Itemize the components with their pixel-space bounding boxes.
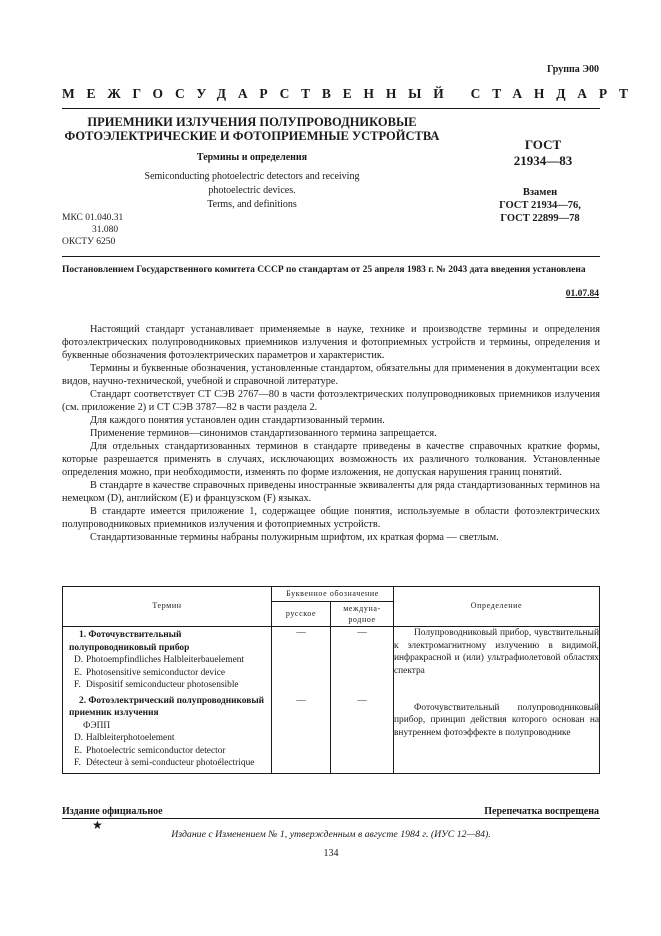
document-subtitle: Термины и определения	[196, 152, 308, 163]
paragraph: Настоящий стандарт устанавливает применяемые в науке, технике и производстве термины и определения фотоэлектрических полупроводниковых приемников излучения и фотоприемных устройств и термины, определения и буквенные обозначения фотоэлектрических параметров и характеристик.	[62, 324, 600, 361]
term-cell	[63, 692, 272, 774]
equivalent-text: Photosensitive semiconductor device	[86, 667, 226, 678]
terms-table	[62, 586, 600, 774]
document-title	[62, 115, 442, 143]
equivalent-e	[63, 667, 271, 680]
okstu-code: ОКСТУ 6250	[62, 237, 116, 247]
english-title-line: Terms, and definitions	[207, 199, 297, 210]
header-definition: Определение	[394, 587, 600, 627]
english-title-line: Semiconducting photoelectric detectors and receiving	[144, 171, 360, 182]
paragraph: Стандарт соответствует СТ СЭВ 2767—80 в части фотоэлектрических полупроводниковых приемников излучения (см. приложение 2) и СТ СЭВ 3787—82 в части раздела 2.	[62, 389, 600, 413]
russian-symbol: —	[272, 627, 331, 692]
replaced-standard: ГОСТ 21934—76,	[499, 200, 581, 211]
equivalent-text: Halbleiterphotoelement	[86, 733, 175, 743]
equivalent-f	[63, 679, 271, 692]
lang-label: D.	[74, 655, 84, 665]
paragraph: Для каждого понятия установлен один стандартизованный термин.	[90, 415, 385, 426]
definition: Фоточувствительный полупроводниковый прибор, принцип действия которого основан на внутреннем фотоэффекте в полупроводнике	[394, 692, 600, 774]
header-international: междуна-родное	[331, 602, 394, 627]
gost-number	[488, 137, 598, 169]
lang-label: F.	[74, 758, 81, 768]
short-form: ФЭПП	[83, 720, 111, 731]
term-cell	[63, 627, 272, 692]
paragraph: В стандарте имеется приложение 1, содержащее общие понятия, используемые в области фотоэлектрических полупроводниковых приемников излучения и фотоприемных устройств.	[62, 506, 600, 530]
body-text	[62, 323, 600, 544]
header-term: Термин	[63, 587, 272, 627]
english-title	[62, 170, 442, 212]
classification-codes	[62, 212, 123, 248]
paragraph: Стандартизованные термины набраны полужирным шрифтом, их краткая форма — светлым.	[90, 532, 499, 543]
footer-divider	[62, 818, 600, 819]
replaced-standard: ГОСТ 22899—78	[500, 213, 580, 224]
replaces-label: Взамен	[522, 187, 558, 198]
term-name: 2. Фотоэлектрический полупроводниковый приемник излучения	[69, 695, 265, 718]
header-russian: русское	[272, 602, 331, 627]
table-row	[63, 627, 600, 692]
header-symbol: Буквенное обозначение	[272, 587, 394, 602]
paragraph: Применение терминов—синонимов стандартизованного термина запрещается.	[90, 428, 437, 439]
standard-header: МЕЖГОСУДАРСТВЕННЫЙ СТАНДАРТ	[62, 86, 640, 101]
definition: Полупроводниковый прибор, чувствительный к электромагнитному излучению в видимой, инфракрасной и (или) ультрафиолетовой областях спектра	[394, 627, 600, 692]
reprint-prohibited: Перепечатка воспрещена	[484, 806, 599, 817]
lang-label: E.	[74, 667, 83, 678]
international-symbol: —	[331, 627, 394, 692]
decree-text: Постановлением Государственного комитета СССР по стандартам от 25 апреля 1983 г. № 2043 дата введения установлена	[62, 265, 586, 275]
equivalent-text: Photoelectric semiconductor detector	[86, 745, 226, 756]
equivalent-text: Détecteur à semi-conducteur photoélectrique	[86, 758, 255, 768]
russian-symbol: —	[272, 692, 331, 774]
header-divider	[62, 108, 600, 109]
gost-label: ГОСТ	[524, 137, 562, 152]
english-title-line: photoelectric devices.	[208, 185, 296, 196]
effective-date: 01.07.84	[565, 289, 599, 299]
paragraph: В стандарте в качестве справочных приведены иностранные эквиваленты для ряда стандартизованных терминов на немецком (D), английском (E) и французском (F) языках.	[62, 480, 600, 504]
term-name: 1. Фоточувствительный полупроводниковый прибор	[69, 630, 190, 653]
lang-label: D.	[74, 733, 84, 743]
title-line: ФОТОЭЛЕКТРИЧЕСКИЕ И ФОТОПРИЕМНЫЕ УСТРОЙСТВА	[64, 129, 440, 143]
equivalent-text: Photoempfindliches Halbleiterbauelement	[86, 655, 245, 665]
paragraph: Для отдельных стандартизованных терминов в стандарте приведены в качестве справочных краткие формы, которые разрешается применять в случаях, исключающих возможность их различного толкования. Установленные определения можно, при необходимости, изменять по форме изложения, не допуская нарушения границ понятий.	[62, 441, 600, 478]
title-line: ПРИЕМНИКИ ИЗЛУЧЕНИЯ ПОЛУПРОВОДНИКОВЫЕ	[87, 115, 417, 129]
official-edition: Издание официальное	[62, 806, 163, 817]
star-icon: ★	[92, 818, 103, 832]
group-code: Группа Э00	[547, 64, 599, 75]
page-number: 134	[323, 848, 339, 859]
section-divider	[62, 256, 600, 257]
edition-note: Издание с Изменением № 1, утвержденным в августе 1984 г. (ИУС 12—84).	[171, 829, 491, 840]
international-symbol: —	[331, 692, 394, 774]
lang-label: E.	[74, 745, 83, 756]
equivalent-f	[63, 757, 271, 770]
mks-code: 31.080	[92, 225, 119, 235]
gost-code: 21934—83	[513, 153, 573, 168]
replaces-block	[478, 186, 602, 225]
mks-code: МКС 01.040.31	[62, 213, 124, 223]
lang-label: F.	[74, 680, 81, 690]
paragraph: Термины и буквенные обозначения, установленные стандартом, обязательны для применения в документации всех видов, научно-технической, учебной и справочной литературе.	[62, 363, 600, 387]
equivalent-e	[63, 745, 271, 758]
equivalent-text: Dispositif semiconducteur photosensible	[86, 680, 239, 690]
equivalent-d	[63, 732, 271, 745]
equivalent-d	[63, 654, 271, 667]
table-row	[63, 692, 600, 774]
